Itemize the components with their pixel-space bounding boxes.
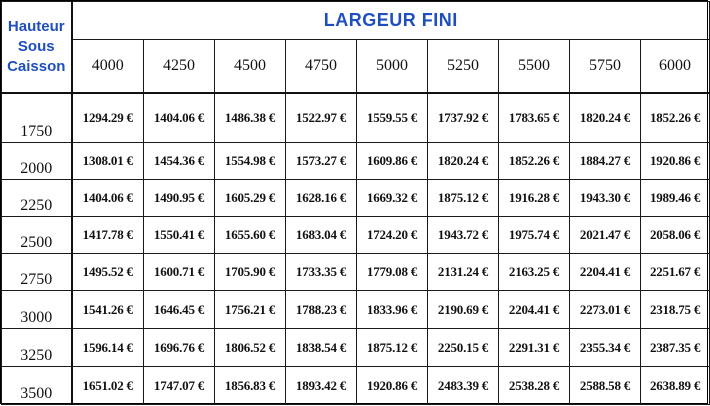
width-header-4750: 4750 (286, 40, 357, 93)
price-cell: 1417.78 € (72, 217, 144, 254)
price-cell: 1628.16 € (286, 180, 357, 217)
price-cell: 1705.90 € (215, 254, 286, 291)
price-cell: 1724.20 € (357, 217, 428, 254)
width-header-4500: 4500 (215, 40, 286, 93)
height-header-2750: 2750 (2, 254, 72, 291)
width-header-5750: 5750 (570, 40, 641, 93)
price-cell: 1651.02 € (72, 367, 144, 405)
price-cell: 2483.39 € (428, 367, 499, 405)
price-cell: 2355.34 € (570, 329, 641, 367)
price-cell: 2387.35 € (641, 329, 710, 367)
price-cell: 1856.83 € (215, 367, 286, 405)
price-cell: 1646.45 € (144, 291, 215, 329)
price-cell: 1747.07 € (144, 367, 215, 405)
price-cell: 1852.26 € (499, 143, 570, 180)
table-row (2, 217, 710, 254)
width-header-5250: 5250 (428, 40, 499, 93)
corner-label-line2: Sous (17, 37, 55, 55)
price-cell: 2204.41 € (570, 254, 641, 291)
width-header-6000: 6000 (641, 40, 710, 93)
price-cell: 2163.25 € (499, 254, 570, 291)
price-cell: 2190.69 € (428, 291, 499, 329)
width-header-4250: 4250 (144, 40, 215, 93)
price-cell: 1573.27 € (286, 143, 357, 180)
price-cell: 1875.12 € (428, 180, 499, 217)
price-cell: 1308.01 € (72, 143, 144, 180)
price-cell: 1806.52 € (215, 329, 286, 367)
price-cell: 1669.32 € (357, 180, 428, 217)
width-header-4000: 4000 (72, 40, 144, 93)
height-header-2250: 2250 (2, 180, 72, 217)
price-cell: 2204.41 € (499, 291, 570, 329)
price-cell: 2291.31 € (499, 329, 570, 367)
price-cell: 1596.14 € (72, 329, 144, 367)
width-header-row (2, 40, 710, 93)
price-cell: 1554.98 € (215, 143, 286, 180)
price-cell: 1404.06 € (144, 93, 215, 143)
price-cell: 1783.65 € (499, 93, 570, 143)
price-cell: 1655.60 € (215, 217, 286, 254)
price-cell: 1884.27 € (570, 143, 641, 180)
price-cell: 1605.29 € (215, 180, 286, 217)
price-cell: 1486.38 € (215, 93, 286, 143)
price-cell: 1989.46 € (641, 180, 710, 217)
price-cell: 1756.21 € (215, 291, 286, 329)
corner-label (2, 2, 72, 93)
table-row (2, 254, 710, 291)
table-row (2, 143, 710, 180)
corner-label-line1: Hauteur (7, 17, 65, 35)
corner-label-line3: Caisson (7, 57, 66, 75)
table-row (2, 291, 710, 329)
price-cell: 1609.86 € (357, 143, 428, 180)
height-header-3250: 3250 (2, 329, 72, 367)
price-cell: 1550.41 € (144, 217, 215, 254)
price-cell: 2588.58 € (570, 367, 641, 405)
price-cell: 1893.42 € (286, 367, 357, 405)
price-cell: 1404.06 € (72, 180, 144, 217)
price-cell: 1737.92 € (428, 93, 499, 143)
table-row (2, 180, 710, 217)
table-row (2, 93, 710, 143)
height-header-2000: 2000 (2, 143, 72, 180)
price-cell: 1916.28 € (499, 180, 570, 217)
price-cell: 1495.52 € (72, 254, 144, 291)
price-cell: 1875.12 € (357, 329, 428, 367)
price-table (1, 1, 710, 405)
price-cell: 1490.95 € (144, 180, 215, 217)
price-cell: 1820.24 € (428, 143, 499, 180)
price-cell: 2538.28 € (499, 367, 570, 405)
price-cell: 1696.76 € (144, 329, 215, 367)
price-cell: 1833.96 € (357, 291, 428, 329)
price-cell: 1294.29 € (72, 93, 144, 143)
price-cell: 1541.26 € (72, 291, 144, 329)
price-cell: 1788.23 € (286, 291, 357, 329)
price-cell: 1920.86 € (641, 143, 710, 180)
width-header-5500: 5500 (499, 40, 570, 93)
title-row (2, 2, 710, 40)
price-cell: 1920.86 € (357, 367, 428, 405)
price-cell: 1838.54 € (286, 329, 357, 367)
price-cell: 2058.06 € (641, 217, 710, 254)
price-cell: 1852.26 € (641, 93, 710, 143)
table-row (2, 367, 710, 405)
price-cell: 1454.36 € (144, 143, 215, 180)
price-cell: 2318.75 € (641, 291, 710, 329)
price-cell: 1943.72 € (428, 217, 499, 254)
price-cell: 1733.35 € (286, 254, 357, 291)
price-cell: 1559.55 € (357, 93, 428, 143)
price-cell: 1820.24 € (570, 93, 641, 143)
width-header-5000: 5000 (357, 40, 428, 93)
height-header-3500: 3500 (2, 367, 72, 405)
price-cell: 1600.71 € (144, 254, 215, 291)
price-cell: 2131.24 € (428, 254, 499, 291)
price-cell: 2638.89 € (641, 367, 710, 405)
table-row (2, 329, 710, 367)
price-cell: 1779.08 € (357, 254, 428, 291)
price-cell: 2273.01 € (570, 291, 641, 329)
price-cell: 1522.97 € (286, 93, 357, 143)
price-cell: 2250.15 € (428, 329, 499, 367)
price-cell: 2021.47 € (570, 217, 641, 254)
table-title: LARGEUR FINI (72, 2, 710, 40)
price-cell: 1683.04 € (286, 217, 357, 254)
height-header-1750: 1750 (2, 93, 72, 143)
height-header-2500: 2500 (2, 217, 72, 254)
height-header-3000: 3000 (2, 291, 72, 329)
price-cell: 1943.30 € (570, 180, 641, 217)
price-cell: 1975.74 € (499, 217, 570, 254)
price-cell: 2251.67 € (641, 254, 710, 291)
